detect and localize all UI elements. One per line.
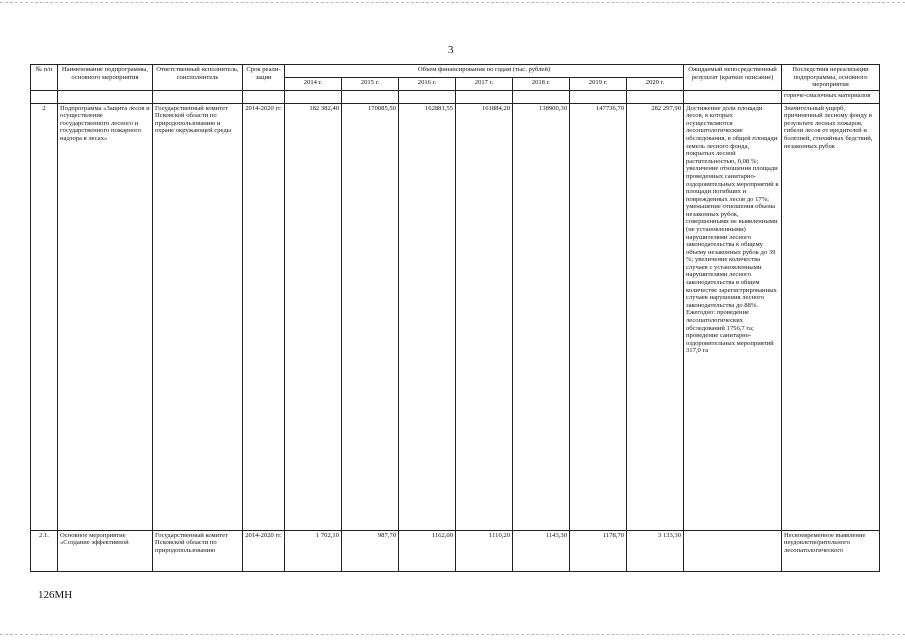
row-value: 1178,70 (570, 530, 627, 571)
row-num: 2.1. (31, 530, 58, 571)
footer-code: 126МН (38, 589, 73, 601)
page-number: 3 (448, 44, 454, 56)
row-term: 2014-2020 гг. (243, 530, 285, 571)
row-value: 1162,00 (399, 530, 456, 571)
header-year: 2014 г. (285, 77, 342, 90)
row-consequences: Несвоевременное выявление неудовлетворительного лесопатологического (782, 530, 880, 571)
header-year: 2019 г. (570, 77, 627, 90)
row-value: 1143,30 (513, 530, 570, 571)
header-funding: Объем финансирования по годам (тыс. рублей) (285, 65, 684, 78)
row-name: Подпрограмма «Защита лесов и осуществление государственного лесного и государственного пожарного надзора в лесах» (58, 103, 153, 530)
bottom-scan-border (0, 634, 905, 635)
header-year: 2020 г. (627, 77, 684, 90)
row-value: 1 702,10 (285, 530, 342, 571)
row-value: 170085,50 (342, 103, 399, 530)
header-num: № п/п (31, 65, 58, 91)
row-value: 147736,70 (570, 103, 627, 530)
row-responsible: Государственный комитет Псковской области по природопользованию и охране окружающей среды (153, 103, 243, 530)
row-term: 2014-2020 гг. (243, 103, 285, 530)
row-num: 2 (31, 103, 58, 530)
row-responsible: Государственный комитет Псковской области по природопользованию (153, 530, 243, 571)
header-year: 2018 г. (513, 77, 570, 90)
header-row (31, 65, 880, 78)
row-value: 1110,20 (456, 530, 513, 571)
row-value: 3 133,30 (627, 530, 684, 571)
row-value: 282 297,90 (627, 103, 684, 530)
row-name: Основное мероприятие «Создание эффективной (58, 530, 153, 571)
table-row (31, 530, 880, 571)
table-row (31, 103, 880, 530)
header-name: Наименование подпрограммы, основного мероприятия (58, 65, 153, 91)
row-expected (684, 530, 782, 571)
header-year: 2017 г. (456, 77, 513, 90)
header-responsible: Ответственный исполнитель, соисполнитель (153, 65, 243, 91)
row-expected: Достижение доли площади лесов, в которых осуществляются лесопатологические обследования, в общей площади земель лесного фонда, покрытых лесной растительностью, 0,08 %; увеличение отношения площади проведенных санитарно-оздоровительных мероприятий к площади погибших и поврежденных лесов до 17%; уменьшение отношения объема незаконных рубок, совершенными не выявленными (не установленными) нарушителями лесного законодательства к общему объему незаконных рубок до 39 %; увеличение количества случаев с установленными нарушителями лесного законодательства в общем количестве зарегистрированных случаев нарушения лесного законодательства до 88%. Ежегодно: проведение лесопатологических обследований 1756,7 га; проведение санитарно-оздоровительных мероприятий 317,0 га (684, 103, 782, 530)
header-expected: Ожидаемый непосредственный результат (краткое описание) (684, 65, 782, 91)
header-term: Срок реали-зации (243, 65, 285, 91)
row-value: 161884,20 (456, 103, 513, 530)
top-scan-border (0, 2, 905, 3)
row-value: 162881,55 (399, 103, 456, 530)
row-value: 138900,30 (513, 103, 570, 530)
row-consequences: Значительный ущерб, причиненный лесному фонду в результате лесных пожаров, гибели лесов от вредителей и болезней, стихийных бедствий, незаконных рубок (782, 103, 880, 530)
continuation-text: горюче-смазочных материалов (782, 90, 880, 103)
program-table (30, 64, 880, 572)
row-value: 987,70 (342, 530, 399, 571)
row-value: 182 382,40 (285, 103, 342, 530)
header-year: 2015 г. (342, 77, 399, 90)
header-consequences: Последствия нереализации подпрограммы, основного мероприятия (782, 65, 880, 91)
continuation-row (31, 90, 880, 103)
header-year: 2016 г. (399, 77, 456, 90)
